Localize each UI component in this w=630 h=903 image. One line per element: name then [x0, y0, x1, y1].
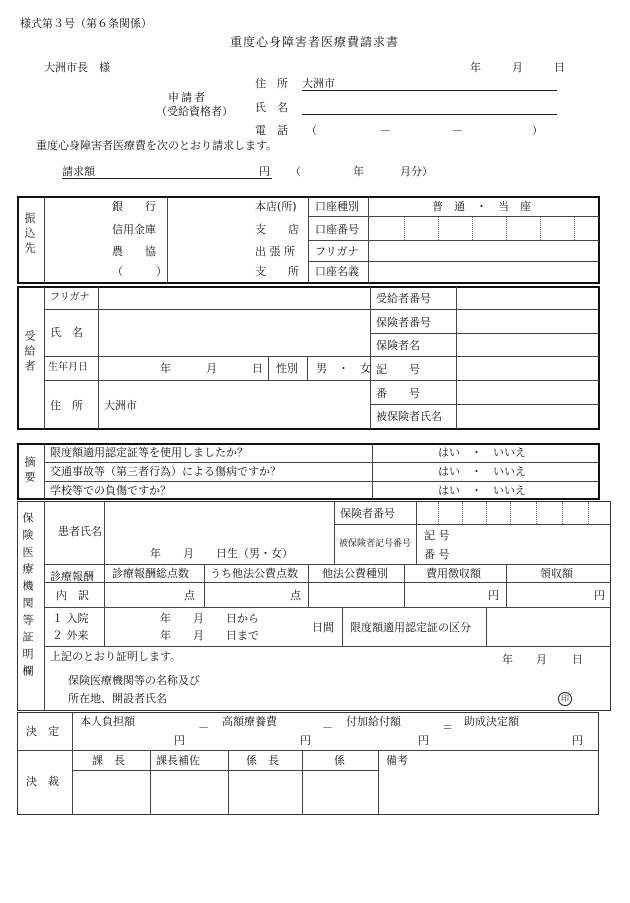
recipient-section-label: 受給者: [23, 330, 36, 375]
account-type-options[interactable]: 普 通 ・ 当 座: [432, 200, 531, 213]
address-field[interactable]: [302, 78, 557, 91]
birth-year-label: 年: [160, 362, 171, 375]
bank-type-other: （ ）: [112, 265, 167, 278]
insurer-name-label: 保険者名: [376, 339, 420, 352]
approval-section-chief: 課 長: [92, 754, 125, 767]
patient-birth-label: 年 月 日生（男・女）: [150, 547, 293, 560]
insurer-number-label: 保険者番号: [376, 316, 431, 329]
total-points-unit: 点: [184, 589, 195, 602]
seal-mark: [558, 692, 572, 706]
date-year-label: 年: [470, 61, 481, 74]
approval-staff: 係: [334, 754, 345, 767]
branch-type-office: 出 張 所: [255, 245, 295, 258]
form-title: 重度心身障害者医療費請求書: [230, 35, 400, 49]
branch-type-sub: 支 所: [255, 265, 299, 278]
phone-dash-2: －: [452, 124, 463, 137]
self-pay-label: 本人負担額: [80, 715, 135, 728]
certification-statement: 上記のとおり証明します。: [50, 650, 182, 663]
minus-sign-1: －: [198, 721, 209, 734]
request-amount-label: 請求額: [62, 165, 95, 178]
institution-name-label: 保険医療機関等の名称及び: [68, 674, 200, 687]
cert-month-label: 月: [536, 653, 547, 666]
address-label: 住 所: [255, 77, 288, 90]
approval-deputy-chief: 課長補佐: [156, 754, 200, 767]
bank-type-bank: 銀 行: [112, 200, 156, 213]
minus-sign-2: －: [322, 721, 333, 734]
limit-certificate-category-label: 限度額適用認定証の区分: [350, 621, 471, 634]
fee-collected-header: 費用徴収額: [426, 567, 481, 580]
additional-benefit-yen-unit: 円: [418, 734, 429, 747]
insured-number-label: 番 号: [376, 387, 420, 400]
account-furigana-label: フリガナ: [315, 245, 359, 258]
seal-icon: 印: [558, 692, 572, 706]
request-amount-field[interactable]: [62, 166, 272, 179]
patient-name-label: 患者氏名: [58, 525, 102, 538]
cert-year-label: 年: [502, 653, 513, 666]
applicant-sub-label: （受給資格者）: [156, 105, 233, 118]
recipient-address-value: 大洲市: [104, 399, 137, 412]
recipient-name-label: 氏 名: [50, 326, 83, 339]
self-pay-yen-unit: 円: [174, 734, 185, 747]
phone-dash-1: －: [380, 124, 391, 137]
high-cost-label: 高額療養費: [222, 715, 277, 728]
fee-breakdown-label-1: 診療報酬: [50, 570, 94, 583]
phone-label: 電 話: [255, 124, 288, 137]
name-label: 氏 名: [255, 101, 288, 114]
subsidy-amount-label: 助成決定額: [464, 715, 519, 728]
account-type-label: 口座種別: [315, 200, 359, 213]
equal-sign: ＝: [442, 721, 453, 734]
branch-type-head: 本店(所): [255, 200, 297, 213]
summary-answer-1[interactable]: はい ・ いいえ: [438, 446, 526, 459]
approval-label: 決 裁: [26, 775, 59, 788]
medical-section-label: 保険医療機関等証明欄: [21, 512, 34, 682]
additional-benefit-label: 付加給付額: [346, 715, 401, 728]
branch-type-branch: 支 店: [255, 223, 299, 236]
cert-day-label: 日: [572, 653, 583, 666]
visit-type-outpatient[interactable]: ２ 外来: [52, 629, 89, 642]
bank-type-shinkin: 信用金庫: [112, 223, 156, 236]
phone-close-paren: ）: [532, 124, 543, 137]
fee-received-header: 領収額: [540, 567, 573, 580]
medical-kigo-label: 記 号: [424, 529, 450, 542]
request-amount-unit: 円: [259, 165, 270, 178]
period-from: 年 月 日から: [160, 612, 259, 625]
date-day-label: 日: [554, 61, 565, 74]
fee-other-public-type-header: 他法公費種別: [322, 567, 388, 580]
name-field[interactable]: [302, 102, 557, 115]
birth-month-label: 月: [206, 362, 217, 375]
applicant-label: 申請者: [168, 91, 207, 104]
institution-address-label: 所在地、開設者氏名: [68, 692, 167, 705]
recipient-furigana-label: フリガナ: [50, 292, 90, 303]
recipient-address-label: 住 所: [50, 399, 83, 412]
high-cost-yen-unit: 円: [300, 734, 311, 747]
visit-type-inpatient[interactable]: １ 入院: [52, 612, 89, 625]
fee-breakdown-label-2: 内 訳: [56, 589, 89, 602]
form-number: 様式第３号（第６条関係）: [20, 17, 152, 30]
date-month-label: 月: [512, 61, 523, 74]
sex-options[interactable]: 男 ・ 女: [316, 362, 371, 375]
request-statement: 重度心身障害者医療費を次のとおり請求します。: [36, 139, 278, 152]
fee-total-points-header: 診療報酬総点数: [112, 567, 189, 580]
addressee: 大洲市長 様: [44, 61, 110, 74]
amount-period-open: （: [290, 165, 301, 178]
amount-year-label: 年: [353, 165, 364, 178]
account-holder-label: 口座名義: [315, 265, 359, 278]
insured-name-label: 被保険者氏名: [376, 410, 442, 423]
period-days-unit: 日間: [312, 621, 334, 634]
medical-bango-label: 番 号: [424, 548, 450, 561]
period-to: 年 月 日まで: [160, 629, 259, 642]
summary-answer-3[interactable]: はい ・ いいえ: [438, 484, 526, 497]
phone-open-paren: （: [306, 124, 317, 137]
approval-unit-chief: 係 長: [246, 754, 279, 767]
summary-question-2: 交通事故等（第三者行為）による傷病ですか？: [50, 465, 281, 478]
summary-answer-2[interactable]: はい ・ いいえ: [438, 465, 526, 478]
summary-section-label: 摘要: [23, 456, 36, 486]
birth-day-label: 日: [252, 362, 263, 375]
subsidy-yen-unit: 円: [572, 734, 583, 747]
bank-type-nokyo: 農 協: [112, 245, 156, 258]
decision-label: 決 定: [26, 725, 59, 738]
address-value: 大洲市: [302, 77, 335, 90]
summary-question-3: 学校等での負傷ですか？: [50, 484, 171, 497]
received-yen-unit: 円: [594, 589, 605, 602]
account-number-label: 口座番号: [315, 223, 359, 236]
sex-label: 性別: [276, 362, 298, 375]
bank-section-label: 振込先: [23, 212, 36, 257]
amount-month-label: 月分）: [400, 165, 433, 178]
recipient-birth-label: 生年月日: [48, 362, 88, 373]
remarks-label: 備考: [386, 754, 408, 767]
summary-question-1: 限度額適用認定証等を使用しましたか？: [50, 446, 248, 459]
insured-symbol-number-label: 被保険者記号番号: [339, 539, 412, 549]
fee-other-public-points-header: うち他法公費点数: [210, 567, 298, 580]
medical-insurer-number-label: 保険者番号: [340, 507, 395, 520]
collected-yen-unit: 円: [488, 589, 499, 602]
recipient-number-label: 受給者番号: [376, 292, 431, 305]
other-points-unit: 点: [290, 589, 301, 602]
insured-symbol-label: 記 号: [376, 363, 420, 376]
